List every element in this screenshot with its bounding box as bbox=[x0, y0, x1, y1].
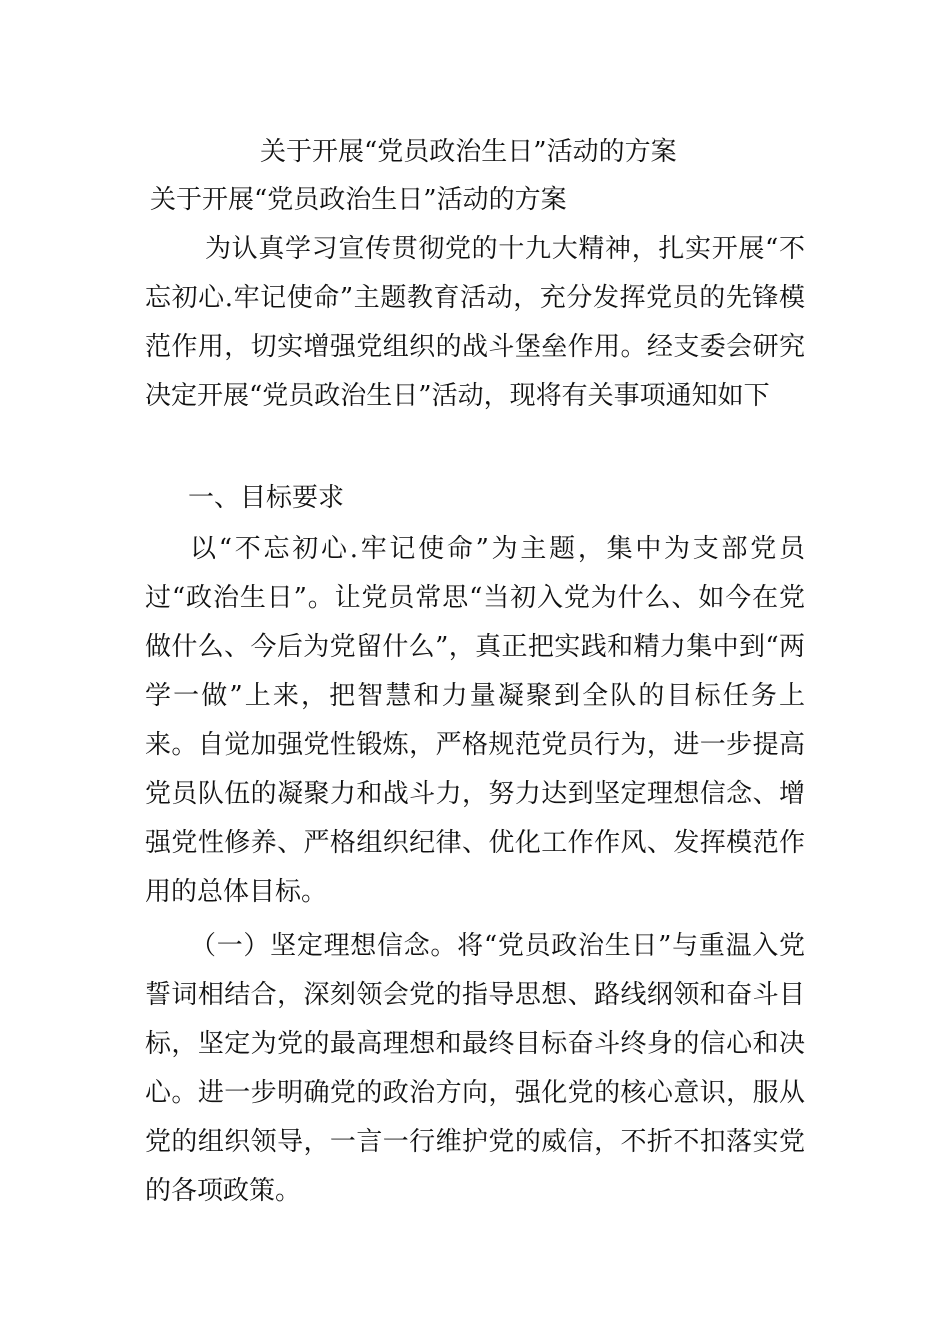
document-subtitle: 关于开展“党员政治生日”活动的方案 bbox=[150, 185, 567, 215]
document-title: 关于开展“党员政治生日”活动的方案 bbox=[260, 137, 677, 167]
section-heading-goals: 一、目标要求 bbox=[188, 483, 345, 513]
intro-paragraph: 为认真学习宣传贯彻党的十九大精神，扎实开展“不忘初心.牢记使命”主题教育活动，充分发挥党员的先锋模范作用，切实增强党组织的战斗堡垒作用。经支委会研究决定开展“党员政治生日”活动，现将有关事项通知如下 bbox=[145, 234, 805, 411]
item-firm-ideals-paragraph: （一）坚定理想信念。将“党员政治生日”与重温入党誓词相结合，深刻领会党的指导思想、路线纲领和奋斗目标，坚定为党的最高理想和最终目标奋斗终身的信心和决心。进一步明确党的政治方向，强化党的核心意识，服从党的组织领导，一言一行维护党的威信，不折不扣落实党的各项政策。 bbox=[145, 931, 805, 1206]
goals-paragraph: 以“不忘初心.牢记使命”为主题，集中为支部党员过“政治生日”。让党员常思“当初入党为什么、如今在党做什么、今后为党留什么”，真正把实践和精力集中到“两学一做”上来，把智慧和力量凝聚到全队的目标任务上来。自觉加强党性锻炼，严格规范党员行为，进一步提高党员队伍的凝聚力和战斗力，努力达到坚定理想信念、增强党性修养、严格组织纪律、优化工作作风、发挥模范作用的总体目标。 bbox=[145, 534, 805, 907]
